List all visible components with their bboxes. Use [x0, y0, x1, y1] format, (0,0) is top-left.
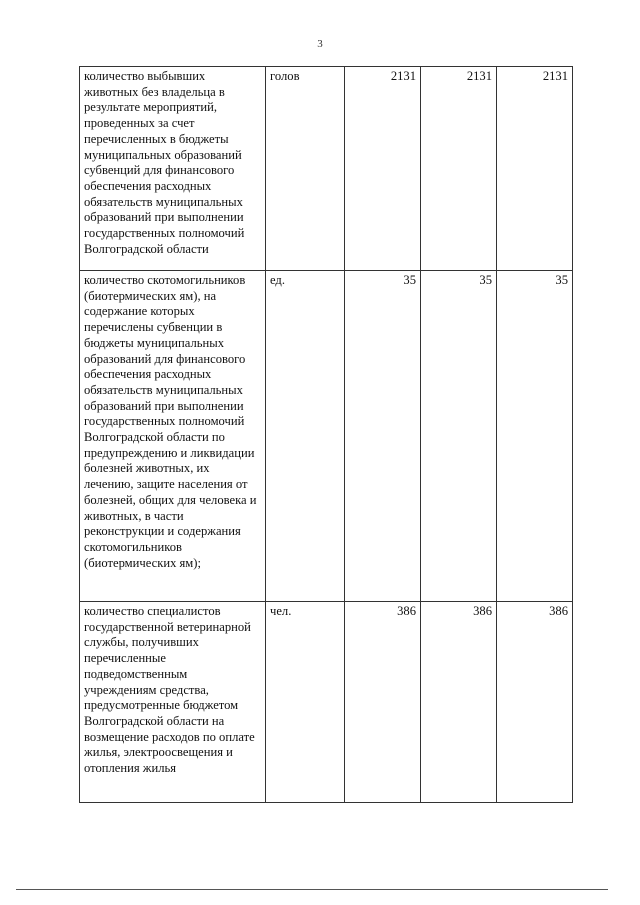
value-cell-3: 386	[497, 602, 573, 803]
unit-cell: ед.	[266, 271, 345, 602]
unit-cell: чел.	[266, 602, 345, 803]
table-row	[80, 602, 573, 803]
indicator-description: количество скотомогильников (биотермических ям), на содержание которых перечислены субвенции в бюджеты муниципальных образований для финансового обеспечения расходных обязательств муниципальных образований при выполнении государственных полномочий Волгоградской области по предупреждению и ликвидации болезней животных, их лечению, защите населения от болезней, общих для человека и животных, в части реконструкции и содержания скотомогильников (биотермических ям);	[80, 271, 266, 602]
indicators-table	[79, 66, 573, 803]
value-cell-3: 35	[497, 271, 573, 602]
page-number: 3	[317, 38, 323, 50]
indicator-description: количество специалистов государственной ветеринарной службы, получивших перечисленные подведомственным учреждениям средства, предусмотренные бюджетом Волгоградской области на возмещение расходов по оплате жилья, электроосвещения и отопления жилья	[80, 602, 266, 803]
value-cell-3: 2131	[497, 67, 573, 271]
value-cell-2: 35	[421, 271, 497, 602]
table-row	[80, 67, 573, 271]
value-cell-1: 386	[345, 602, 421, 803]
value-cell-2: 2131	[421, 67, 497, 271]
value-cell-2: 386	[421, 602, 497, 803]
value-cell-1: 35	[345, 271, 421, 602]
unit-cell: голов	[266, 67, 345, 271]
table-row	[80, 271, 573, 602]
footer-divider	[16, 889, 608, 890]
value-cell-1: 2131	[345, 67, 421, 271]
indicator-description: количество выбывших животных без владельца в результате мероприятий, проведенных за счет перечисленных в бюджеты муниципальных образований субвенций для финансового обеспечения расходных обязательств муниципальных образований при выполнении государственных полномочий Волгоградской области	[80, 67, 266, 271]
